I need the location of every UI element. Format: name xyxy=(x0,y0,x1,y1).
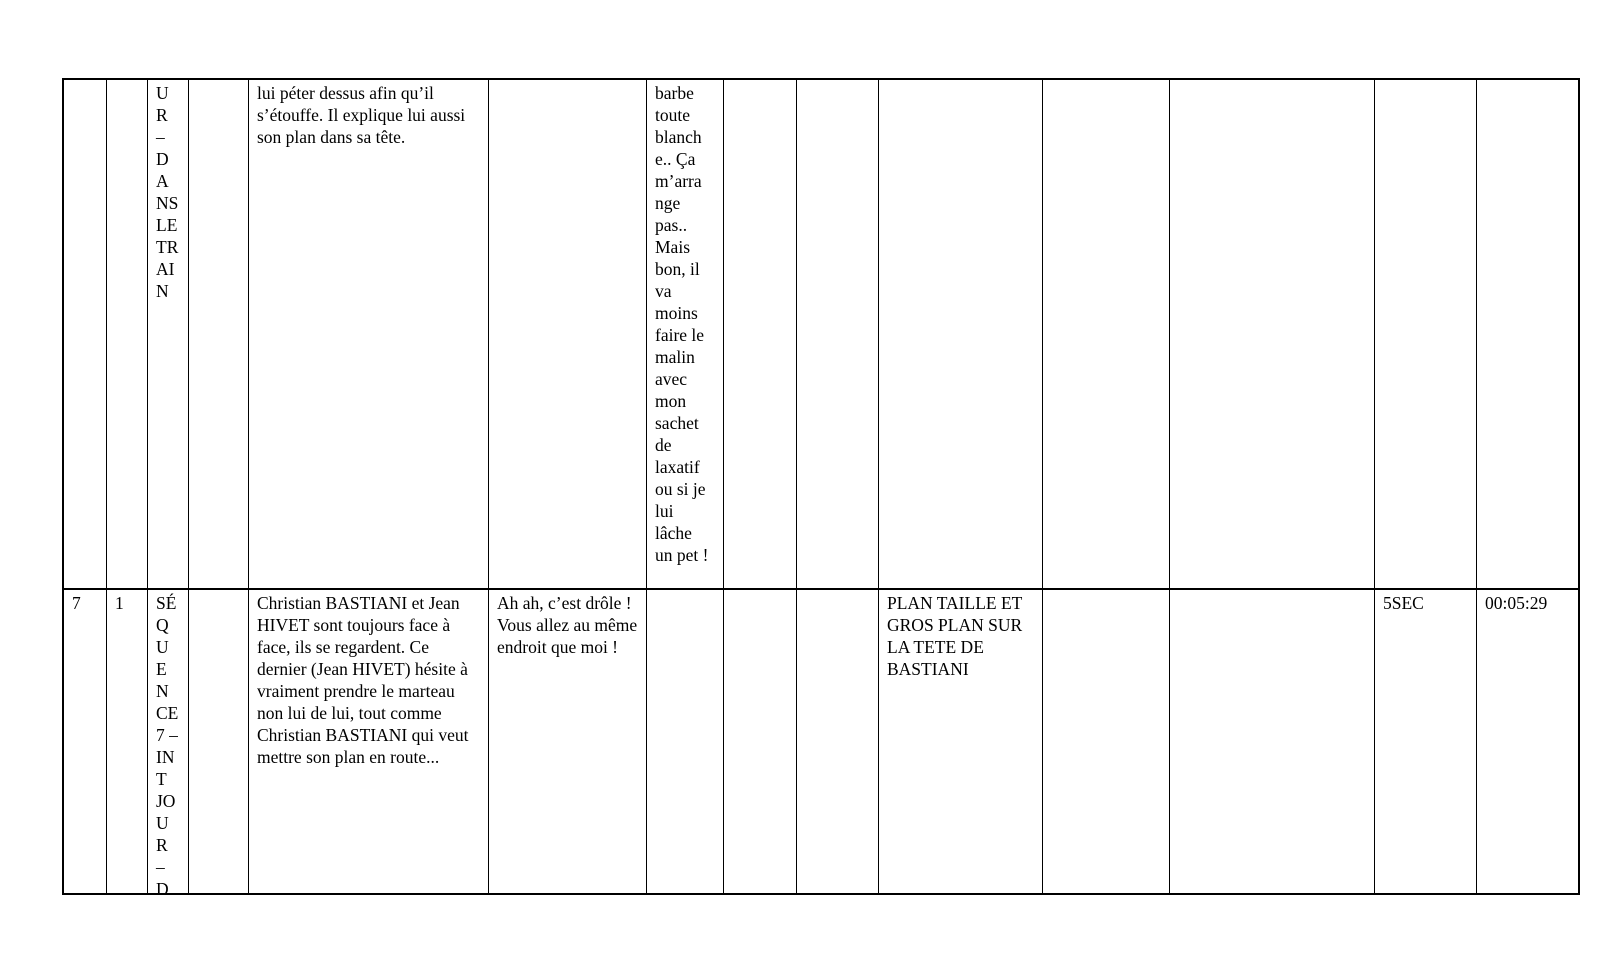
sequence-line: D xyxy=(156,149,169,169)
empty-cell xyxy=(1043,590,1170,895)
inner-voice-line: lâche xyxy=(655,523,692,543)
scene-number-cell xyxy=(64,80,107,588)
inner-voice-line: mon xyxy=(655,391,687,411)
sequence-line: R xyxy=(156,105,168,125)
inner-voice-line: toute xyxy=(655,105,690,125)
sequence-line: U xyxy=(156,83,169,103)
sequence-line: – xyxy=(156,127,165,147)
inner-voice-line: avec xyxy=(655,369,688,389)
empty-cell xyxy=(189,590,249,895)
shot-type-cell: PLAN TAILLE ET GROS PLAN SUR LA TETE DE BASTIANI xyxy=(879,590,1043,895)
inner-voice-line: Mais xyxy=(655,237,690,257)
sequence-line: – xyxy=(156,857,165,877)
inner-voice-line: blanch xyxy=(655,127,702,147)
sequence-line: E xyxy=(156,659,167,679)
empty-cell xyxy=(797,80,879,588)
inner-voice-line: faire le xyxy=(655,325,705,345)
inner-voice-line: un pet ! xyxy=(655,545,709,565)
inner-voice-line: va xyxy=(655,281,672,301)
inner-voice-line: moins xyxy=(655,303,698,323)
empty-cell xyxy=(189,80,249,588)
empty-cell xyxy=(724,80,797,588)
inner-voice-cell xyxy=(647,590,724,895)
table-row xyxy=(64,80,1578,588)
sequence-line: LE xyxy=(156,215,178,235)
duration-cell xyxy=(1375,80,1477,588)
sequence-line: 7 – xyxy=(156,725,178,745)
sequence-line: R xyxy=(156,835,168,855)
sequence-cell xyxy=(148,80,189,588)
sequence-line: CE xyxy=(156,703,179,723)
empty-cell xyxy=(1043,80,1170,588)
inner-voice-line: laxatif xyxy=(655,457,700,477)
empty-cell xyxy=(797,590,879,895)
sequence-line: Q xyxy=(156,615,169,635)
sequence-line: N xyxy=(156,281,169,301)
inner-voice-line: sachet xyxy=(655,413,699,433)
inner-voice-line: e.. Ça xyxy=(655,149,696,169)
action-cell: lui péter dessus afin qu’il s’étouffe. Il explique lui aussi son plan dans sa tête. xyxy=(249,80,489,588)
sequence-line: T xyxy=(156,769,167,789)
empty-cell xyxy=(1170,590,1375,895)
sequence-line: U xyxy=(156,637,169,657)
inner-voice-line: lui xyxy=(655,501,674,521)
inner-voice-line: malin xyxy=(655,347,695,367)
dialogue-cell: Ah ah, c’est drôle ! Vous allez au même endroit que moi ! xyxy=(489,590,647,895)
inner-voice-line: bon, il xyxy=(655,259,700,279)
shot-number-cell xyxy=(107,80,148,588)
shot-type-cell xyxy=(879,80,1043,588)
table-row xyxy=(64,588,1578,895)
timecode-cell xyxy=(1477,80,1578,588)
action-cell: Christian BASTIANI et Jean HIVET sont toujours face à face, ils se regardent. Ce dernier (Jean HIVET) hésite à vraiment prendre le marteau non lui de lui, tout comme Christian BASTIANI qui veut mettre son plan en route... xyxy=(249,590,489,895)
script-table xyxy=(62,78,1580,895)
inner-voice-line: ou si je xyxy=(655,479,706,499)
sequence-cell xyxy=(148,590,189,895)
duration-cell: 5SEC xyxy=(1375,590,1477,895)
sequence-line: U xyxy=(156,813,169,833)
inner-voice-line: m’arra xyxy=(655,171,702,191)
sequence-line: IN xyxy=(156,747,175,767)
sequence-line: D xyxy=(156,879,169,895)
sequence-line: A xyxy=(156,171,169,191)
sequence-line: SÉ xyxy=(156,593,177,613)
inner-voice-line: barbe xyxy=(655,83,694,103)
sequence-line: TR xyxy=(156,237,179,257)
inner-voice-line: pas.. xyxy=(655,215,688,235)
sequence-line: NS xyxy=(156,193,179,213)
sequence-line: AI xyxy=(156,259,175,279)
empty-cell xyxy=(724,590,797,895)
timecode-cell: 00:05:29 xyxy=(1485,593,1548,613)
empty-cell xyxy=(1170,80,1375,588)
shot-number-cell: 1 xyxy=(107,590,148,895)
inner-voice-cell xyxy=(647,80,724,588)
sequence-line: JO xyxy=(156,791,176,811)
inner-voice-line: de xyxy=(655,435,672,455)
inner-voice-line: nge xyxy=(655,193,681,213)
sequence-line: N xyxy=(156,681,169,701)
dialogue-cell xyxy=(489,80,647,588)
scene-number-cell: 7 xyxy=(64,590,107,895)
